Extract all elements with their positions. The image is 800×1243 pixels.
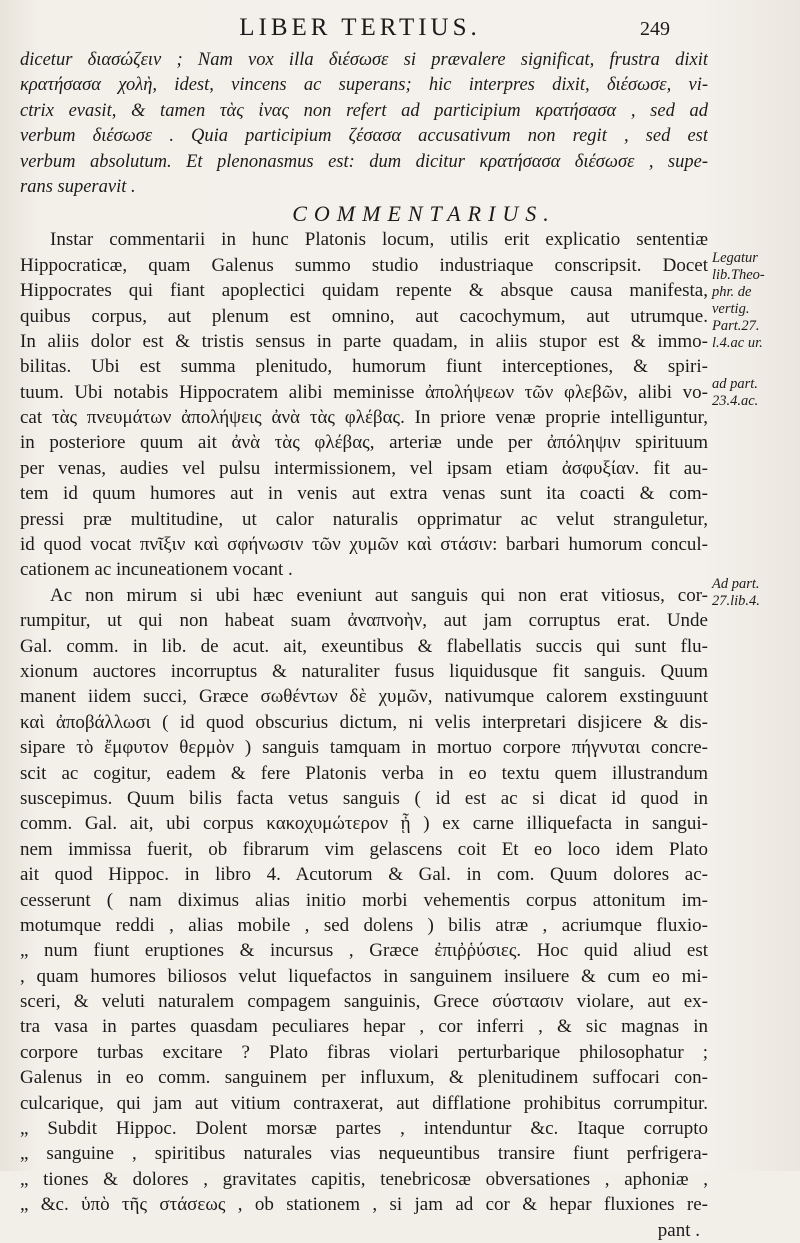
text-line: verbum absolutum. Et plenonasmus est: dum dicitur κρατήσασα διέσωσε , supe-: [20, 151, 708, 172]
margin-note-line: ad part.: [712, 376, 758, 392]
text-line: corpore turbas excitare ? Plato fibras violari perturbarique philosophatur ;: [20, 1041, 708, 1063]
text-line: ait quod Hippoc. in libro 4. Acutorum & Gal. in com. Quum dolores ac-: [20, 864, 708, 886]
margin-note: [712, 576, 798, 610]
text-line: sceri, & veluti naturalem compagem sanguinis, Grece σύστασιν violare, aut ex-: [20, 991, 708, 1013]
text-line: Ac non mirum si ubi hæc eveniunt aut sanguis qui non erat vitiosus, cor-: [50, 584, 708, 606]
text-line: bilitas. Ubi est summa plenitudo, humorum fiunt interceptiones, & spiri-: [20, 356, 708, 378]
margin-note-line: phr. de: [712, 284, 752, 300]
text-line: tem id quum humores aut in venis aut extra venas sunt ita coacti & com-: [20, 483, 708, 505]
text-line: „ num fiunt eruptiones & incursus , Græce ἐπιῤῥύσιες. Hoc quid aliud est: [20, 940, 708, 962]
page-number: 249: [640, 18, 670, 40]
opening-passage: [20, 48, 708, 200]
section-heading: COMMENTARIUS.: [292, 201, 556, 227]
text-line: quibus corpus, aut plenum est omnino, aut cacochymum, aut utrumque.: [20, 305, 708, 327]
final-word: pant .: [657, 1219, 700, 1241]
text-line: ctrix evasit, & tamen τὰς ἰνας non refert ad participium κρατήσασα , sed ad: [20, 100, 708, 121]
margin-note-line: Legatur: [712, 250, 758, 266]
margin-note-line: l.4.ac ur.: [712, 335, 763, 351]
text-line: cesserunt ( nam diximus alias initio morbi vehementis corpus attonitum im-: [20, 889, 708, 911]
text-line: comm. Gal. ait, ubi corpus κακοχυμώτερον ᾖ ) ex carne illiquefacta in sangui-: [20, 813, 708, 835]
running-head: LIBER TERTIUS.: [239, 14, 481, 41]
margin-note-line: Part.27.: [712, 318, 760, 334]
main-text-column: [20, 48, 708, 1243]
text-line: culcarique, qui jam aut vitium contraxerat, aut difflatione prohibitus corrumpitur.: [20, 1092, 708, 1114]
text-line: verbum διέσωσε . Quia participium ζέσασα accusativum non regit , sed est: [20, 126, 708, 147]
text-line: κρατήσασα χολὴ, idest, vincens ac superans; hic interpres dixit, διέσωσε, vi-: [20, 75, 708, 96]
text-line: suscepimus. Quum bilis facta vetus sanguis ( id est ac si dicat id quod in: [20, 787, 708, 809]
margin-note: [712, 318, 798, 352]
text-line: motumque reddi , alias mobile , sed dolens ) bilis atræ , acriumque fluxio-: [20, 914, 708, 936]
text-line: rans superavit .: [20, 176, 136, 197]
paragraph-1: [20, 227, 708, 582]
margin-note: [712, 250, 798, 318]
text-line: cationem ac incuneationem vocant .: [20, 559, 293, 581]
text-line: in posteriore quum ait ἀνὰ τὰς φλέβας, arteriæ unde per ἀπόληψιν spirituum: [20, 432, 708, 454]
margin-note-line: 23.4.ac.: [712, 393, 759, 409]
text-line: sipare τὸ ἔμφυτον θερμὸν ) sanguis tamquam in mortuo corpore πήγνυται concre-: [20, 737, 708, 759]
text-line: Instar commentarii in hunc Platonis locum, utilis erit explicatio sententiæ: [50, 229, 708, 251]
text-line: xionum auctores incorruptus & naturaliter fusus liquidusque fit sanguis. Quum: [20, 660, 708, 682]
text-line: tra vasa in partes quasdam peculiares hepar , cor inferri , & sic magnas in: [20, 1016, 708, 1038]
text-line: id quod vocat πνῖξιν καὶ σφήνωσιν τῶν χυμῶν καὶ στάσιν: barbari humorum concul-: [20, 534, 708, 556]
text-line: rumpitur, ut qui non habeat suam ἀναπνοὴν, aut jam corruptus erat. Unde: [20, 610, 708, 632]
paragraph-2: [20, 583, 708, 1243]
text-line: scit ac cogitur, eadem & fere Platonis verba in eo textu quem illustrandum: [20, 762, 708, 784]
text-line: Galenus in eo comm. sanguinem per influxum, & plenitudinem suffocari con-: [20, 1067, 708, 1089]
margin-note-line: lib.Theo-: [712, 267, 765, 283]
margin-note-line: 27.lib.4.: [712, 593, 760, 609]
margin-note: [712, 376, 798, 410]
text-line: καὶ ἀποβάλλωσι ( id quod obscurius dictum, ni velis interpretari disjicere & dis-: [20, 711, 708, 733]
text-line: Hippocrates qui fiant apoplectici quidam repente & absque causa manifesta,: [20, 280, 708, 302]
text-line: per venas, audies vel pulsu intermissionem, vel ipsam etiam ἀσφυξίαν. fit au-: [20, 457, 708, 479]
text-line: Gal. comm. in lib. de acut. ait, exeuntibus & flabellatis succis qui sunt flu-: [20, 635, 708, 657]
text-line: dicetur διασώζειν ; Nam vox illa διέσωσε si prævalere significat, frustra dixit: [20, 50, 708, 70]
margin-note-line: Ad part.: [712, 576, 760, 592]
margin-note-line: vertig.: [712, 301, 750, 317]
text-line: cat τὰς πνευμάτων ἀπολήψεις ἀνὰ τὰς φλέβας. In priore venæ proprie intelliguntur,: [20, 407, 708, 429]
text-line: tuum. Ubi notabis Hippocratem alibi meminisse ἀπολήψεων τῶν φλεβῶν, alibi vo-: [20, 381, 708, 403]
text-line: , quam humores biliosos velut liquefactos in sanguinem insiluere & cum eo mi-: [20, 965, 708, 987]
text-line: „ &c. ὑπὸ τῆς στάσεως , ob stationem , si jam ad cor & hepar fluxiones re-: [20, 1194, 708, 1216]
text-line: „ Subdit Hippoc. Dolent morsæ partes , intenduntur &c. Itaque corrupto: [20, 1118, 708, 1140]
text-line: „ sanguine , spiritibus naturales vias nequeuntibus transire fiunt perfrigera-: [20, 1143, 708, 1165]
text-line: „ tiones & dolores , gravitates capitis, tenebricosæ obversationes , aphoniæ ,: [20, 1168, 708, 1190]
text-line: nem immissa fuerit, ob fibrarum vim gelascens coit Et eo loco idem Plato: [20, 838, 708, 860]
text-line: pressi præ multitudine, ut calor naturalis opprimatur ac velut stranguletur,: [20, 508, 708, 530]
text-line: In aliis dolor est & tristis sensus in parte quadam, in aliis stupor est & immo-: [20, 330, 708, 352]
text-line: Hippocraticæ, quam Galenus summo studio industriaque conscripsit. Docet: [20, 254, 708, 276]
text-line: manent iidem succi, Græce σωθέντων δὲ χυμῶν, nativumque calorem exstinguunt: [20, 686, 708, 708]
